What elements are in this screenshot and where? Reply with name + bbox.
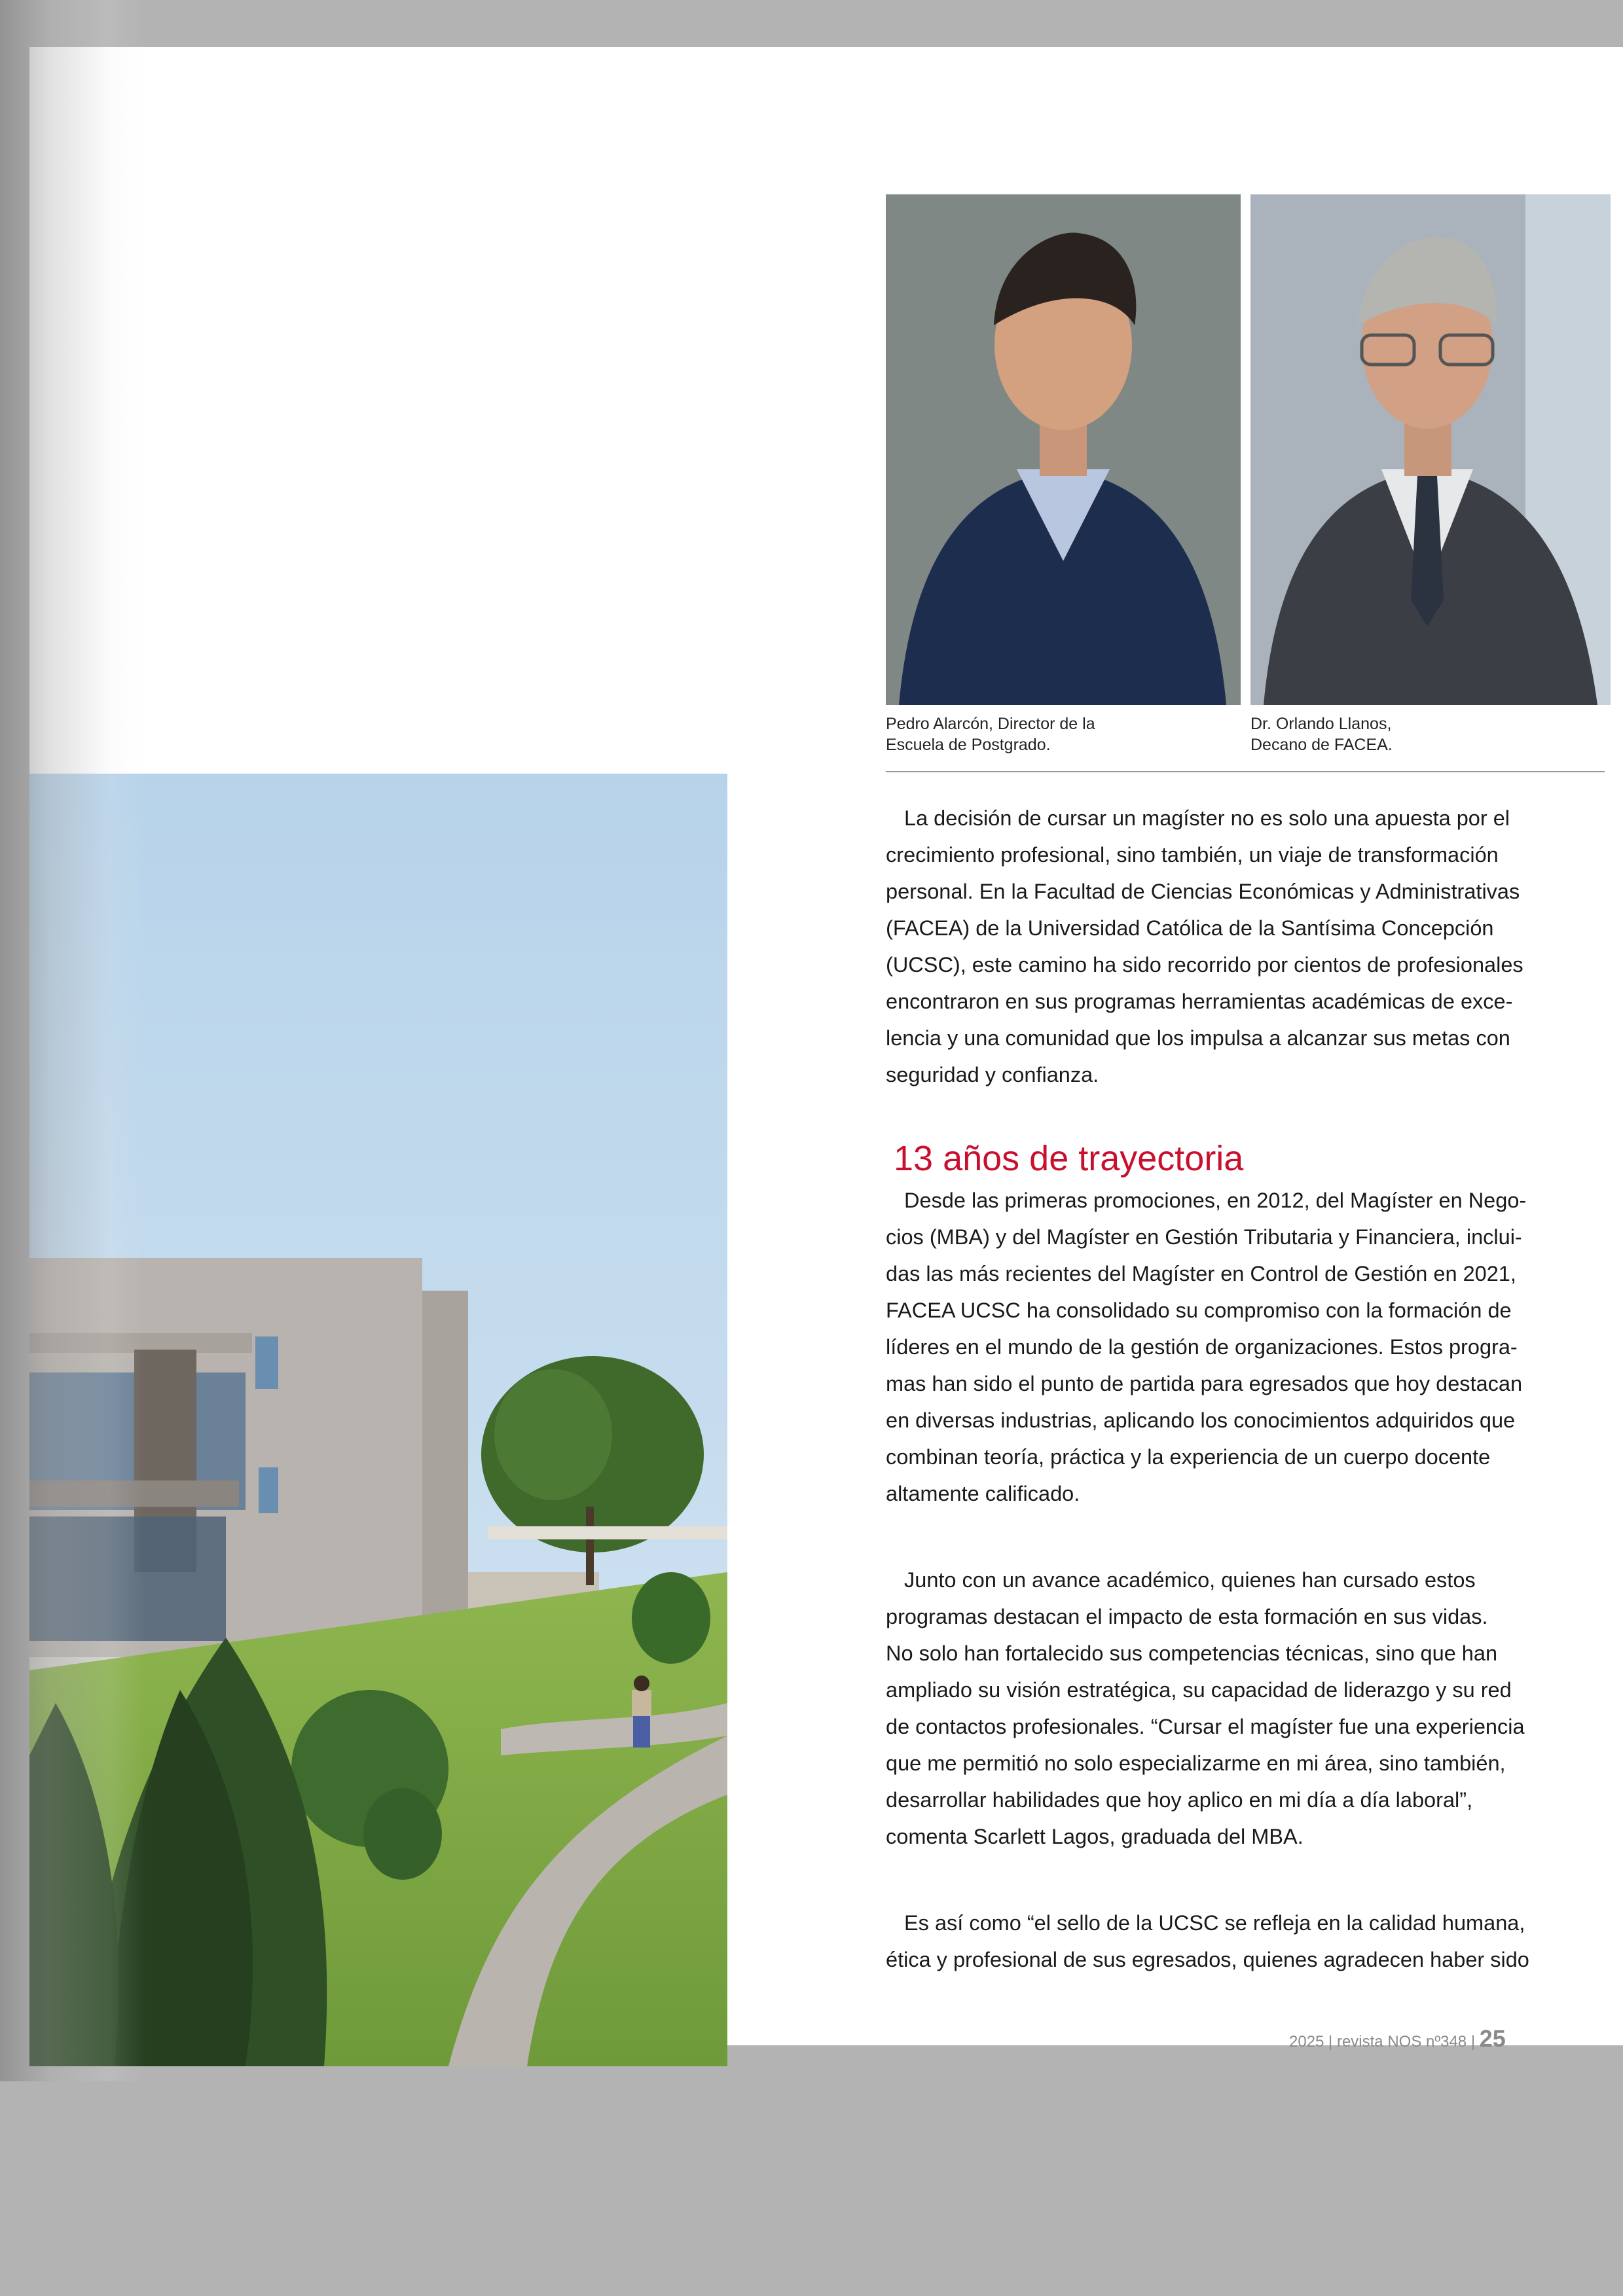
text-line: altamente calificado.: [886, 1482, 1080, 1505]
text-line: La decisión de cursar un magíster no es solo una apuesta por el: [904, 806, 1510, 830]
portrait-caption-2: [1250, 713, 1591, 755]
campus-photo: [29, 774, 727, 2066]
article-body: [886, 800, 1529, 1978]
caption-line: Escuela de Postgrado.: [886, 736, 1051, 754]
text-line: mas han sido el punto de partida para egresados que hoy destacan: [886, 1372, 1523, 1395]
text-line: Junto con un avance académico, quienes han cursado estos: [904, 1568, 1476, 1592]
text-line: ética y profesional de sus egresados, quienes agradecen haber sido: [886, 1948, 1529, 1971]
text-line: personal. En la Facultad de Ciencias Económicas y Administrativas: [886, 880, 1520, 903]
page-number: 25: [1479, 2025, 1506, 2052]
text-line: lencia y una comunidad que los impulsa a alcanzar sus metas con: [886, 1026, 1510, 1050]
campus-illustration: [29, 774, 727, 2066]
section-heading: 13 años de trayectoria: [894, 1139, 1244, 1178]
text-line: crecimiento profesional, sino también, un viaje de transformación: [886, 843, 1499, 867]
section-paragraph-2: [886, 1562, 1525, 1855]
text-line: cios (MBA) y del Magíster en Gestión Tributaria y Financiera, inclui-: [886, 1225, 1522, 1249]
page-folio: [1289, 2025, 1506, 2053]
text-line: combinan teoría, práctica y la experiencia de un cuerpo docente: [886, 1445, 1491, 1469]
text-line: ampliado su visión estratégica, su capacidad de liderazgo y su red: [886, 1678, 1512, 1702]
text-line: seguridad y confianza.: [886, 1063, 1099, 1086]
text-line: de contactos profesionales. “Cursar el magíster fue una experiencia: [886, 1715, 1525, 1738]
magazine-page: [29, 47, 1623, 2052]
text-line: (UCSC), este camino ha sido recorrido por cientos de profesionales: [886, 953, 1523, 977]
text-line: en diversas industrias, aplicando los conocimientos adquiridos que: [886, 1408, 1516, 1432]
text-line: (FACEA) de la Universidad Católica de la Santísima Concepción: [886, 916, 1494, 940]
caption-line: Pedro Alarcón, Director de la: [886, 715, 1095, 733]
text-line: comenta Scarlett Lagos, graduada del MBA.: [886, 1825, 1304, 1848]
text-line: que me permitió no solo especializarme en mi área, sino también,: [886, 1751, 1506, 1775]
caption-divider: [886, 771, 1605, 772]
portrait-illustration-2: [1250, 194, 1611, 705]
portrait-caption-1: [886, 713, 1226, 755]
text-line: líderes en el mundo de la gestión de organizaciones. Estos progra-: [886, 1335, 1518, 1359]
caption-line: Dr. Orlando Llanos,: [1250, 715, 1392, 733]
text-line: programas destacan el impacto de esta formación en sus vidas.: [886, 1605, 1488, 1628]
text-line: No solo han fortalecido sus competencias técnicas, sino que han: [886, 1641, 1498, 1665]
caption-line: Decano de FACEA.: [1250, 736, 1393, 754]
intro-paragraph: [886, 800, 1523, 1093]
text-line: Es así como “el sello de la UCSC se refleja en la calidad humana,: [904, 1911, 1525, 1935]
section-paragraph-1: [886, 1182, 1527, 1512]
text-line: das las más recientes del Magíster en Control de Gestión en 2021,: [886, 1262, 1516, 1285]
text-line: desarrollar habilidades que hoy aplico en mi día a día laboral”,: [886, 1788, 1473, 1812]
text-line: FACEA UCSC ha consolidado su compromiso con la formación de: [886, 1299, 1512, 1322]
portrait-pedro-alarcon: [886, 194, 1241, 705]
section-paragraph-3: [886, 1905, 1529, 1978]
portrait-illustration-1: [886, 194, 1241, 705]
text-line: encontraron en sus programas herramientas académicas de exce-: [886, 990, 1513, 1013]
portrait-orlando-llanos: [1250, 194, 1611, 705]
text-line: Desde las primeras promociones, en 2012, del Magíster en Nego-: [904, 1189, 1527, 1212]
folio-text: 2025 | revista NOS nº348 |: [1289, 2033, 1480, 2051]
